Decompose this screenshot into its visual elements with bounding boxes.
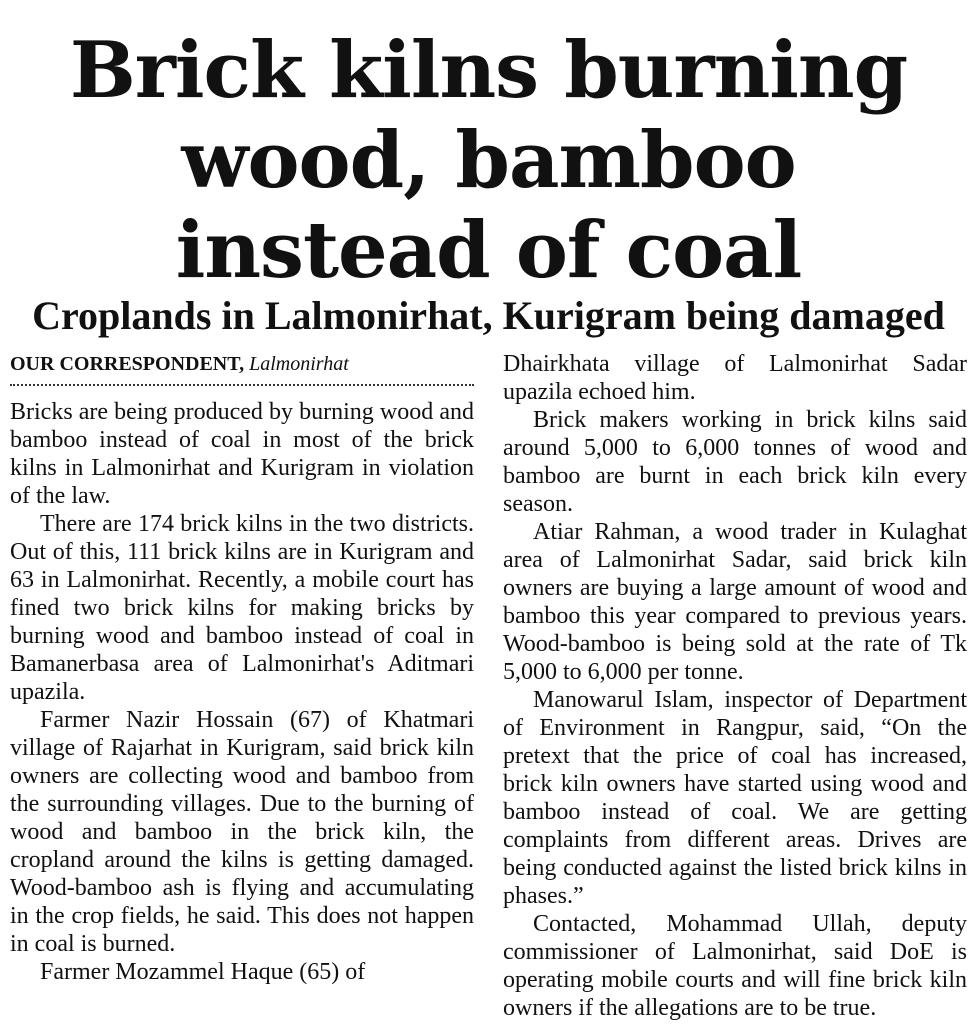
headline-line-3: instead of coal: [175, 205, 802, 296]
paragraph: Manowarul Islam, inspector of Department of Environment in Rangpur, said, “On the pretext that the price of coal has increased, brick kiln owners have started using wood and bamboo instead of coal. We are getting complaints from different areas. Drives are being conducted against the listed brick kilns in phases.”: [503, 687, 967, 909]
paragraph: Farmer Mozammel Haque (65) of: [40, 959, 366, 985]
paragraph: Farmer Nazir Hossain (67) of Khatmari village of Rajarhat in Kurigram, said brick kiln owners are collecting wood and bamboo from the surrounding villages. Due to the burning of wood and bamboo in the brick kiln, the cropland around the kilns is getting damaged. Wood-bamboo ash is flying and accumulating in the crop fields, he said. This does not happen in coal is burned.: [10, 707, 474, 957]
paragraph: Contacted, Mohammad Ullah, deputy commissioner of Lalmonirhat, said DoE is operating mobile courts and will fine brick kiln owners if the allegations are to be true.: [503, 911, 967, 1021]
byline-author: OUR CORRESPONDENT,: [10, 353, 245, 375]
headline-line-1: Brick kilns burning: [69, 25, 908, 116]
subheadline: Croplands in Lalmonirhat, Kurigram being damaged: [32, 293, 945, 338]
paragraph: Brick makers working in brick kilns said around 5,000 to 6,000 tonnes of wood and bamboo are burnt in each brick kiln every season.: [503, 407, 967, 517]
article-column-right: [503, 350, 967, 1022]
byline: [10, 350, 474, 386]
article-column-left: [10, 350, 474, 986]
paragraph: Atiar Rahman, a wood trader in Kulaghat area of Lalmonirhat Sadar, said brick kiln owners are buying a large amount of wood and bamboo this year compared to previous years. Wood-bamboo is being sold at the rate of Tk 5,000 to 6,000 per tonne.: [503, 519, 967, 685]
headline-line-2: wood, bamboo: [181, 115, 796, 206]
paragraph-continued: Dhairkhata village of Lalmonirhat Sadar upazila echoed him.: [503, 351, 967, 405]
paragraph: Bricks are being produced by burning wood and bamboo instead of coal in most of the brick kilns in Lalmonirhat and Kurigram in violation of the law.: [10, 399, 474, 509]
paragraph: There are 174 brick kilns in the two districts. Out of this, 111 brick kilns are in Kurigram and 63 in Lalmonirhat. Recently, a mobile court has fined two brick kilns for making bricks by burning wood and bamboo instead of coal in Bamanerbasa area of Lalmonirhat's Aditmari upazila.: [10, 511, 474, 705]
headline: [0, 26, 977, 296]
byline-location: Lalmonirhat: [249, 353, 349, 375]
